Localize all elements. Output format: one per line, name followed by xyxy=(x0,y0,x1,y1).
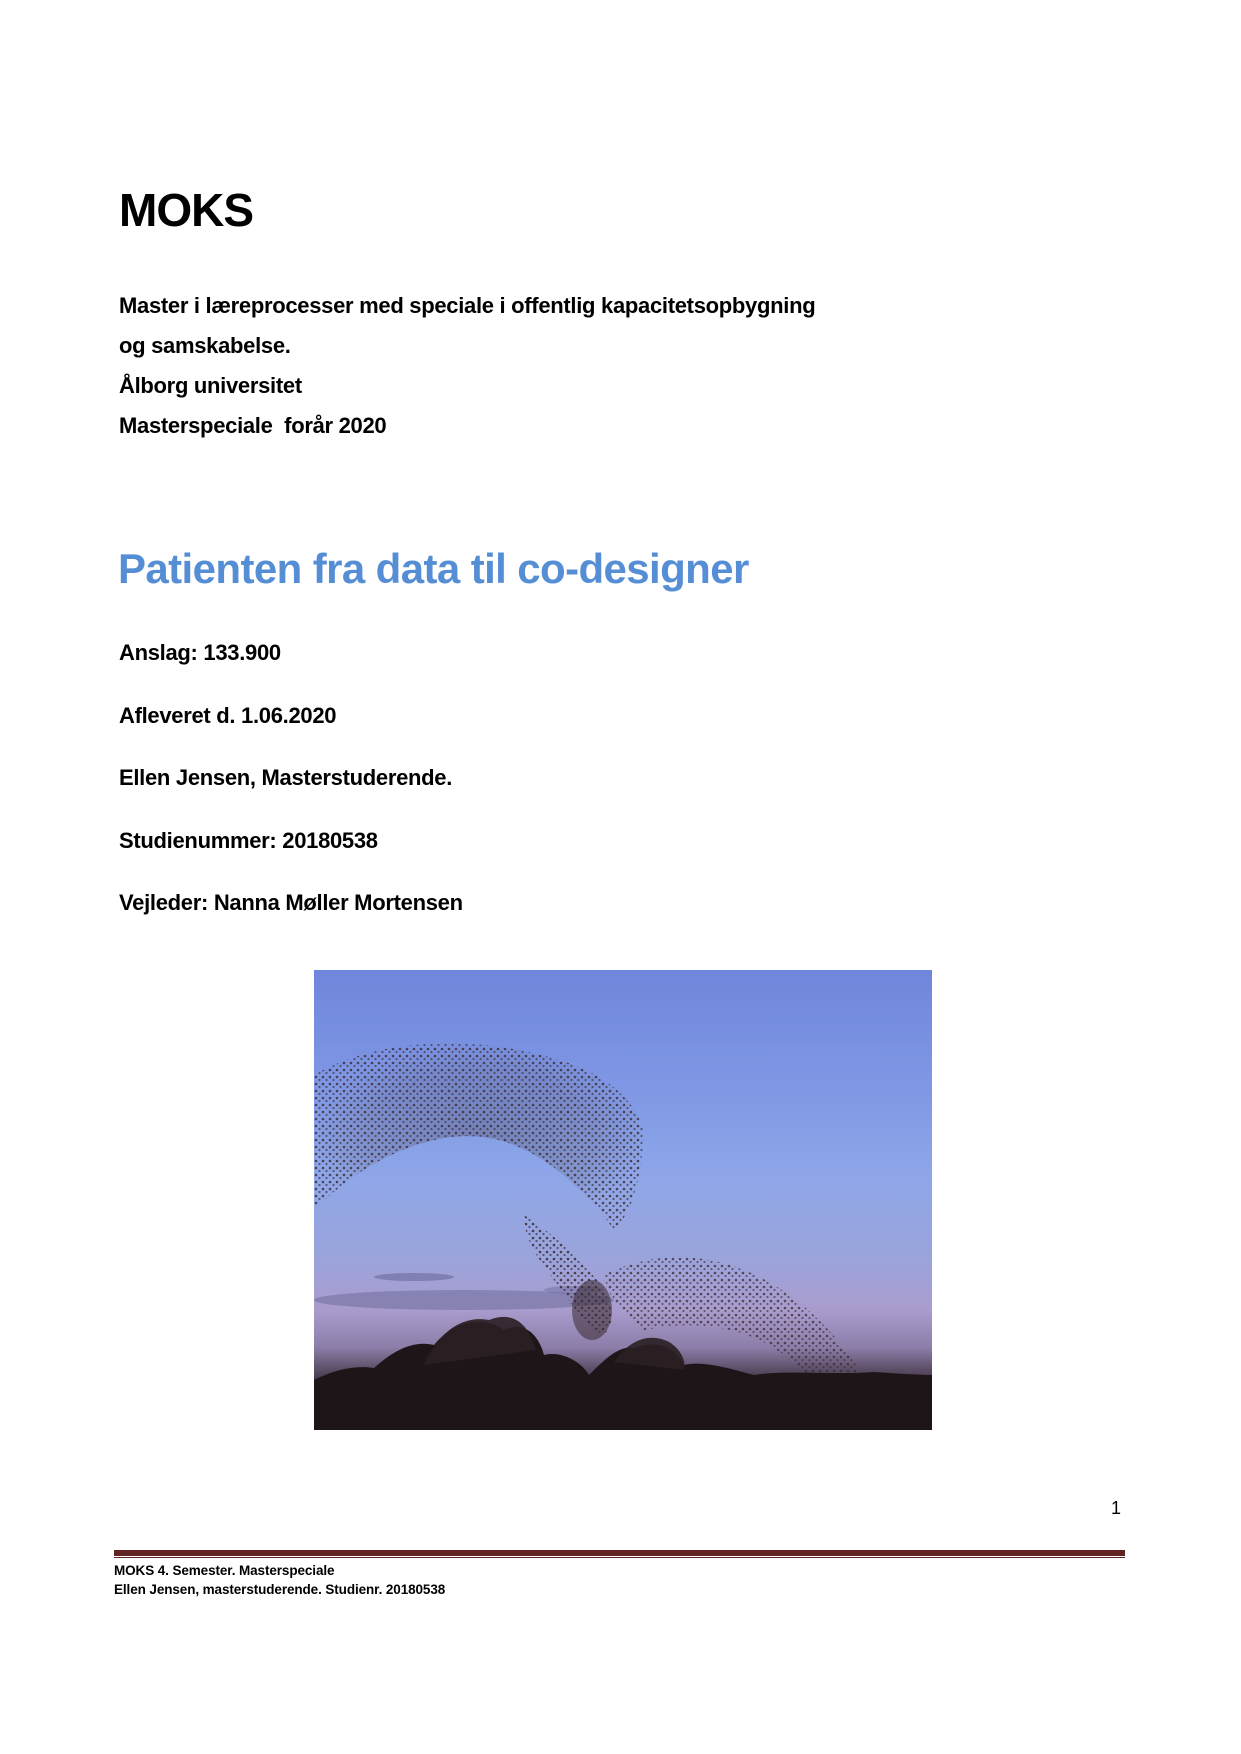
footer-line-2: Ellen Jensen, masterstuderende. Studienr. 20180538 xyxy=(114,1582,446,1597)
detail-studienummer: Studienummer: 20180538 xyxy=(119,828,378,853)
detail-vejleder: Vejleder: Nanna Møller Mortensen xyxy=(119,890,463,915)
subtitle-line-3: Ålborg universitet xyxy=(119,373,302,398)
footer-divider-thick xyxy=(114,1550,1125,1556)
page-number: 1 xyxy=(1111,1498,1122,1518)
footer-divider-thin xyxy=(114,1557,1125,1558)
detail-author: Ellen Jensen, Masterstuderende. xyxy=(119,765,453,790)
subtitle-line-2: og samskabelse. xyxy=(119,333,291,358)
cover-image-starlings xyxy=(314,970,932,1430)
subtitle-line-4: Masterspeciale forår 2020 xyxy=(119,413,387,438)
detail-anslag: Anslag: 133.900 xyxy=(119,640,281,665)
document-title: Patienten fra data til co-designer xyxy=(118,545,749,592)
document-heading: MOKS xyxy=(119,184,253,236)
subtitle-line-1: Master i læreprocesser med speciale i offentlig kapacitetsopbygning xyxy=(119,293,816,318)
footer-line-1: MOKS 4. Semester. Masterspeciale xyxy=(114,1563,335,1578)
detail-afleveret: Afleveret d. 1.06.2020 xyxy=(119,703,337,728)
